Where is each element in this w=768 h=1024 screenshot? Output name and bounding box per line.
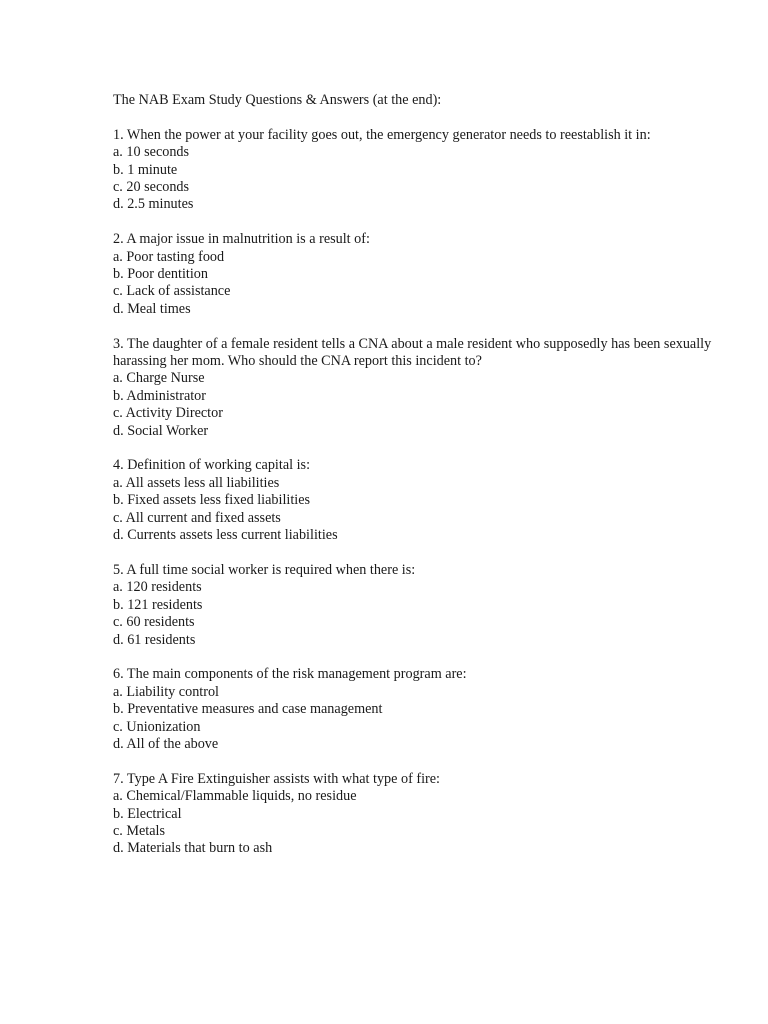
answer-option: c. 20 seconds — [113, 179, 190, 196]
answer-option: a. 10 seconds — [113, 144, 190, 161]
answer-option: b. Administrator — [113, 387, 207, 404]
answer-option: d. Meal times — [113, 300, 191, 317]
question-text: 4. Definition of working capital is: — [113, 457, 311, 474]
answer-option: b. Fixed assets less fixed liabilities — [113, 492, 311, 509]
answer-option: a. Chemical/Flammable liquids, no residue — [113, 788, 357, 805]
question-3 — [113, 336, 743, 440]
answer-option: d. 61 residents — [113, 631, 196, 648]
answer-option: b. 1 minute — [113, 161, 178, 178]
answer-option: d. Materials that burn to ash — [113, 840, 273, 857]
answer-option: b. Preventative measures and case management — [113, 701, 383, 718]
question-text: 1. When the power at your facility goes out, the emergency generator needs to reestablish it in: — [113, 126, 651, 143]
answer-option: c. All current and fixed assets — [113, 509, 281, 526]
document-page — [113, 92, 743, 875]
answer-option: c. Lack of assistance — [113, 283, 231, 300]
answer-option: c. Unionization — [113, 718, 201, 735]
answer-option: b. 121 residents — [113, 596, 203, 613]
question-text: 7. Type A Fire Extinguisher assists with what type of fire: — [113, 770, 440, 787]
answer-option: a. Charge Nurse — [113, 370, 205, 387]
question-7 — [113, 771, 743, 858]
question-2 — [113, 231, 743, 318]
answer-option: d. Social Worker — [113, 422, 209, 439]
question-6 — [113, 666, 743, 753]
answer-option: a. All assets less all liabilities — [113, 474, 280, 491]
question-text: 3. The daughter of a female resident tells a CNA about a male resident who supposedly has been sexually harassing her mom. Who should the CNA report this incident to? — [113, 335, 712, 370]
answer-option: b. Electrical — [113, 805, 182, 822]
answer-option: c. Metals — [113, 822, 166, 839]
question-text: 5. A full time social worker is required when there is: — [113, 561, 416, 578]
question-text: 6. The main components of the risk management program are: — [113, 666, 467, 683]
question-4 — [113, 457, 743, 544]
question-1 — [113, 127, 743, 214]
document-title: The NAB Exam Study Questions & Answers (at the end): — [113, 92, 442, 108]
question-text: 2. A major issue in malnutrition is a result of: — [113, 231, 370, 248]
answer-option: b. Poor dentition — [113, 266, 208, 283]
answer-option: a. Poor tasting food — [113, 248, 225, 265]
answer-option: d. All of the above — [113, 735, 219, 752]
answer-option: a. Liability control — [113, 683, 219, 700]
question-5 — [113, 562, 743, 649]
answer-option: a. 120 residents — [113, 579, 202, 596]
answer-option: c. 60 residents — [113, 614, 195, 631]
answer-option: d. 2.5 minutes — [113, 196, 194, 213]
answer-option: c. Activity Director — [113, 405, 223, 422]
answer-option: d. Currents assets less current liabilities — [113, 527, 338, 544]
